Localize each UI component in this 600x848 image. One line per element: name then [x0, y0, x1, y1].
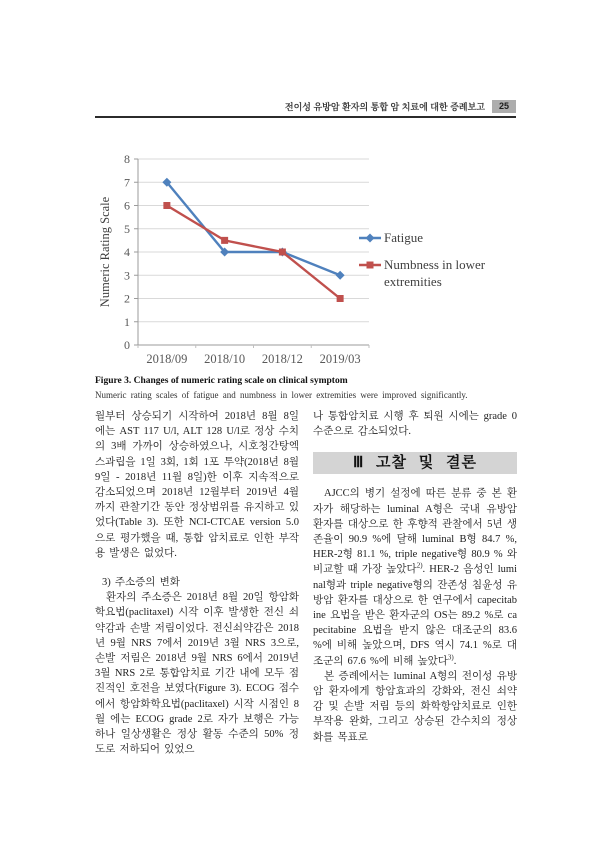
svg-text:3: 3 — [124, 268, 130, 283]
para-discussion — [313, 486, 517, 668]
page-number-badge: 25 — [492, 100, 516, 113]
svg-text:extremities: extremities — [384, 274, 442, 289]
svg-text:2019/03: 2019/03 — [319, 352, 361, 366]
section-heading-discussion: Ⅲ 고찰 및 결론 — [313, 452, 517, 474]
para-ecog-continued: 나 통합암치료 시행 후 퇴원 시에는 grade 0 수준으로 감소되었다. — [313, 411, 517, 438]
svg-text:6: 6 — [124, 198, 130, 213]
svg-text:2018/10: 2018/10 — [204, 352, 246, 366]
svg-text:5: 5 — [124, 221, 130, 236]
figure-caption-title: Figure 3. Changes of numeric rating scale on clinical symptom — [95, 376, 348, 386]
body-columns — [95, 409, 517, 757]
reference-superscript-2: 2) — [416, 561, 423, 570]
svg-text:Fatigue: Fatigue — [384, 230, 423, 245]
svg-text:Numbness in lower: Numbness in lower — [384, 257, 486, 272]
reference-superscript-3: 3) — [447, 653, 454, 662]
svg-text:1: 1 — [124, 314, 130, 329]
discussion-text-1: AJCC의 병기 설정에 따른 분류 중 본 환자가 해당하는 luminal A형은 국내 유방암 환자를 대상으로 한 후향적 관찰에서 5년 생존율이 90.9 %에 달해 luminal B형 84.7 %, HER-2형 81.1 %, triple negative형 80.9 % 와 비교할 때 가장 높았다 — [313, 488, 517, 576]
svg-text:2018/09: 2018/09 — [146, 352, 188, 366]
discussion-text-2: . HER-2 음성인 luminal형과 triple negative형의 잔존성 침윤성 유방암 환자를 대상으로 한 연구에서 capecitabine 요법을 받은 환자군의 OS는 89.2 %로 capecitabine 요법을 받지 않은 대조군의 83.6 %에 비해 높았으며, DFS 역시 74.1 %로 대조군의 67.6 %에 비해 높았다 — [313, 564, 517, 667]
svg-text:0: 0 — [124, 338, 130, 352]
svg-text:7: 7 — [124, 175, 130, 190]
nrs-line-chart — [97, 139, 517, 376]
svg-text:8: 8 — [124, 152, 130, 166]
para-liver-values: 월부터 상승되기 시작하여 2018년 8월 8일에는 AST 117 U/l, ALT 128 U/l로 정상 수치의 3배 가까이 상승하였으나, 시호청간탕엑스과립을 1일 3회, 1회 1포 투약(2018년 8월 9일 - 2018년 11월 8일)한 이후 지속적으로 감소되었으며 2018년 12월부터 2019년 4월까지 관찰기간 동안 정상범위를 유지하고 있었다(Table 3). 또한 NCI-CTCAE version 5.0으로 평가했을 때, 통합 암치료로 인한 부작용 발생은 없었다. — [95, 411, 299, 559]
svg-text:Numeric Rating Scale: Numeric Rating Scale — [98, 196, 112, 308]
figure-caption-text: Numeric rating scales of fatigue and numbness in lower extremities were improved significantly. — [95, 390, 468, 400]
svg-text:4: 4 — [124, 245, 130, 259]
para-case-summary: 본 증례에서는 luminal A형의 전이성 유방암 환자에게 항암효과의 강화와, 전신 쇠약감 및 손발 저림 등의 화학항암치료로 인한 부작용 완화, 그리고 상승된 간수치의 정상화를 목표로 — [313, 670, 517, 743]
figure-caption — [95, 376, 516, 400]
running-title: 전이성 유방암 환자의 통합 암 치료에 대한 증례보고 — [284, 101, 485, 112]
para-symptom-change: 환자의 주소증은 2018년 8월 20일 항암화학요법(paclitaxel) 시작 이후 발생한 전신 쇠약감과 손발 저림이었다. 전신쇠약감은 2018년 9월 NRS 7에서 2019년 3월 NRS 3으로, 손발 저림은 2018년 9월 NRS 6에서 2019년 3월 NRS 2로 통합암치료 기간 내에 모두 점진적인 호전을 보였다(Figure 3). ECOG 점수에서 항암화학요법(paclitaxel) 시작 시점인 8월 에는 ECOG grade 2로 자가 보행은 가능하나 일상생활은 정상 활동 수준의 50% 정도로 저하되어 있었으 — [95, 592, 299, 756]
figure-3 — [97, 139, 517, 376]
svg-text:2018/12: 2018/12 — [261, 352, 303, 366]
header-rule — [95, 116, 516, 118]
svg-text:2: 2 — [124, 291, 130, 306]
discussion-text-3: . — [453, 655, 457, 667]
subheading-symptom-change: 3) 주소증의 변화 — [102, 577, 180, 589]
left-column — [95, 409, 299, 757]
right-column — [313, 409, 517, 757]
page-header — [95, 98, 516, 114]
